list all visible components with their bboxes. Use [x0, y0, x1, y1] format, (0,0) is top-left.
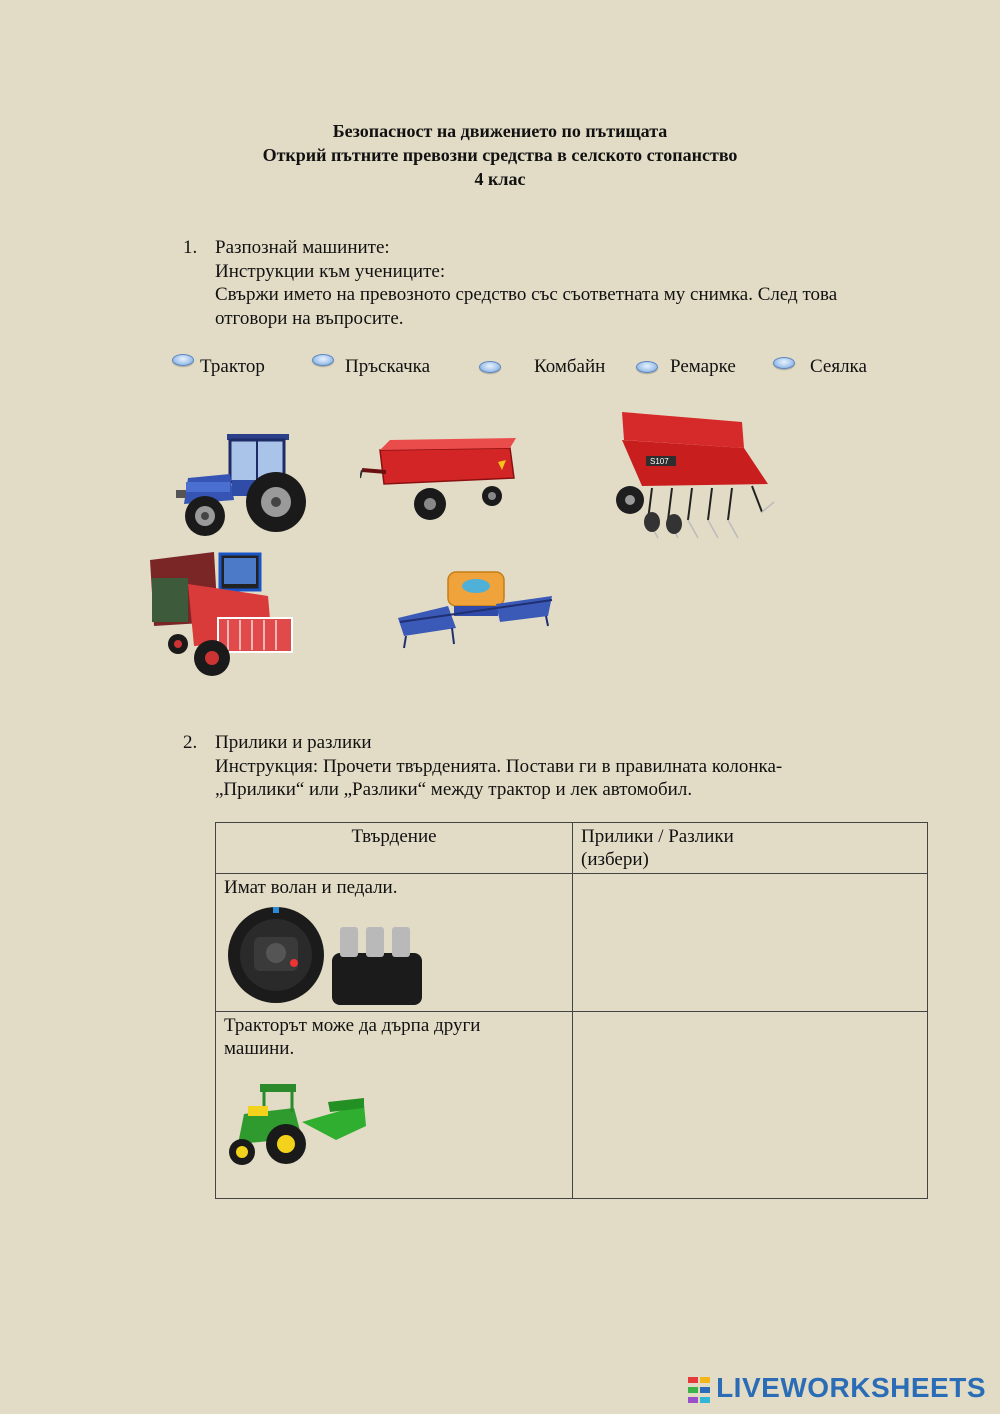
task-1-instruction-label: Инструкции към учениците:	[215, 260, 446, 282]
statement-text-2-line-1: Тракторът може да дърпа други	[224, 1015, 481, 1036]
sprayer-image	[396, 570, 554, 652]
toy-tractor-image	[224, 1078, 369, 1170]
connect-dot-tractor[interactable]	[172, 354, 194, 366]
connect-dot-trailer[interactable]	[636, 361, 658, 373]
tractor-image	[172, 430, 314, 538]
word-tractor: Трактор	[200, 356, 265, 377]
task-1-instruction-line-1: Свържи името на превозното средство със съответната му снимка. След това	[215, 284, 838, 305]
table-header-statement: Твърдение	[216, 823, 573, 874]
table-header-choice	[573, 823, 928, 874]
statement-cell-2	[216, 1012, 573, 1199]
liveworksheets-logo-text: LIVEWORKSHEETS	[716, 1372, 986, 1403]
choice-cell-1[interactable]	[573, 874, 928, 1012]
connect-dot-sprayer[interactable]	[312, 354, 334, 366]
task-2-title: Прилики и разлики	[215, 732, 372, 753]
task-2-instruction-line-2: „Прилики“ или „Разлики“ между трактор и лек автомобил.	[215, 779, 693, 800]
header-subtitle: Открий пътните превозни средства в селското стопанство	[262, 145, 738, 165]
combine-image	[148, 548, 298, 684]
word-seeder: Сеялка	[810, 356, 867, 377]
statement-cell-1	[216, 874, 573, 1012]
svg-text:S107: S107	[650, 457, 669, 466]
task-1-instruction-line-2: отговори на въпросите.	[215, 307, 404, 329]
task-2-instruction-line-1: Инструкция: Прочети твърденията. Постави ги в правилната колонка-	[215, 755, 783, 777]
connect-dot-seeder[interactable]	[773, 357, 795, 369]
word-combine: Комбайн	[534, 356, 606, 377]
liveworksheets-logo-icon	[688, 1377, 710, 1403]
word-sprayer: Пръскачка	[345, 356, 431, 377]
task-1-title: Разпознай машините:	[215, 237, 390, 258]
statement-text-2-line-2: машини.	[224, 1038, 295, 1059]
comparison-table	[215, 822, 928, 1199]
trailer-image	[360, 432, 520, 526]
liveworksheets-logo	[716, 1372, 986, 1404]
steering-wheel-pedals-image	[224, 901, 424, 1009]
header-grade: 4 клас	[474, 169, 526, 189]
task-1-number: 1.	[183, 237, 198, 258]
table-row	[216, 1012, 928, 1199]
task-2-number: 2.	[183, 732, 198, 753]
seeder-image	[612, 408, 778, 550]
connect-dot-combine[interactable]	[479, 361, 501, 373]
page-header	[0, 119, 1000, 191]
header-title: Безопасност на движението по пътищата	[332, 121, 668, 141]
word-trailer: Ремарке	[670, 356, 736, 377]
choice-cell-2[interactable]	[573, 1012, 928, 1199]
table-header-choice-line-2: (избери)	[581, 849, 649, 870]
table-row	[216, 874, 928, 1012]
statement-text-1: Имат волан и педали.	[224, 877, 398, 898]
table-header-choice-line-1: Прилики / Разлики	[581, 826, 734, 847]
table-header-row	[216, 823, 928, 874]
